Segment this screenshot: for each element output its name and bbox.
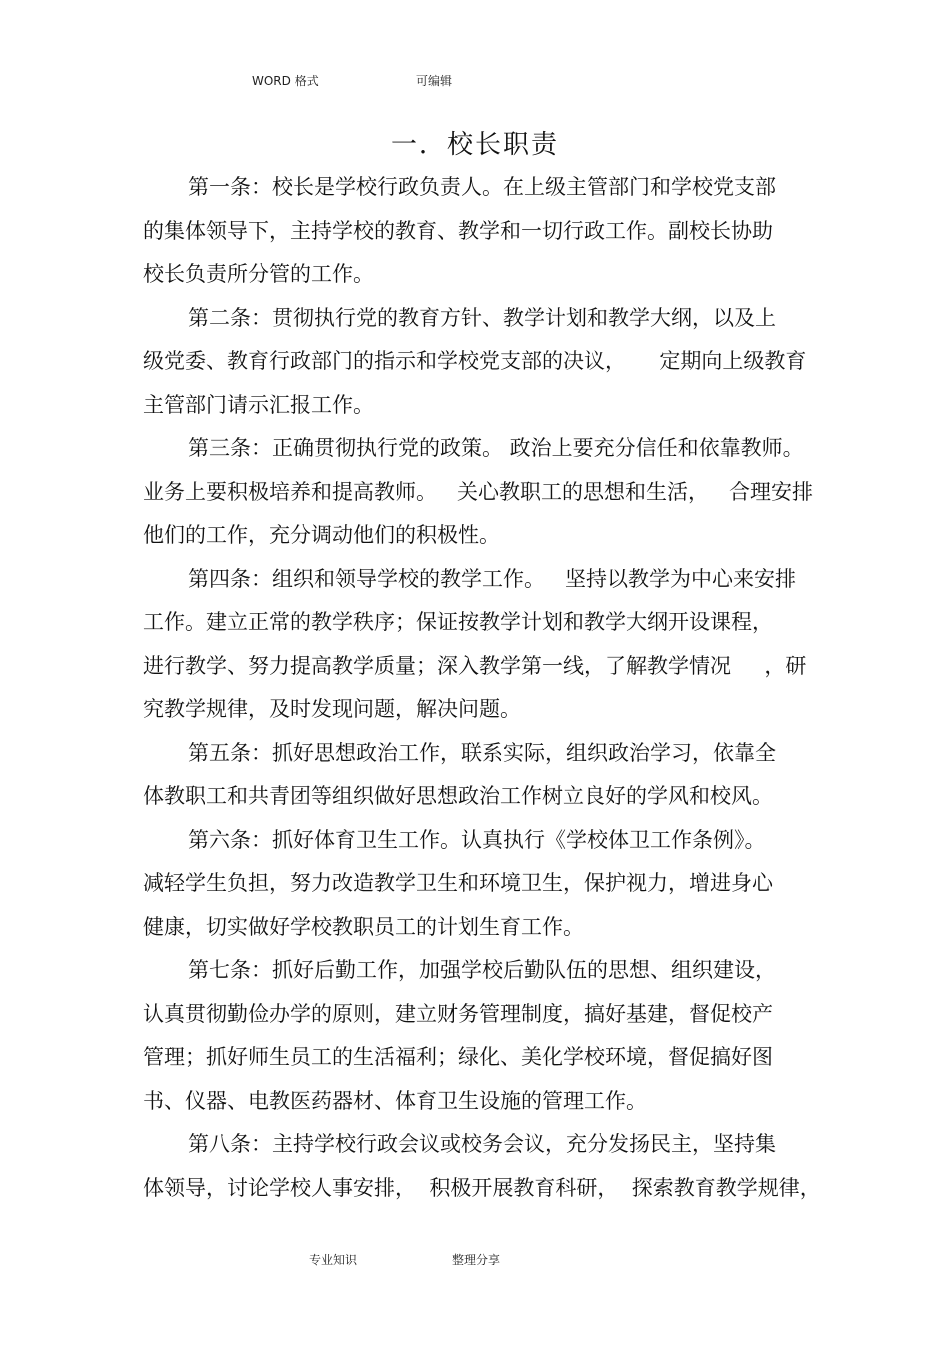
- text-line: 第一条：校长是学校行政负责人。在上级主管部门和学校党支部: [188, 175, 776, 199]
- header-editable-label: 可编辑: [416, 74, 453, 88]
- text-line: 进行教学、努力提高教学质量；深入教学第一线，了解教学情况 ，研: [143, 653, 807, 678]
- text-line: 第六条：抓好体育卫生工作。认真执行《学校体卫工作条例》。: [188, 827, 766, 852]
- body-text: [143, 166, 821, 1210]
- text-line: 第二条：贯彻执行党的教育方针、教学计划和教学大纲，以及上: [188, 305, 776, 330]
- text-line: 第三条：正确贯彻执行党的政策。 政治上要充分信任和依靠教师。: [188, 436, 804, 460]
- page-footer: [0, 1251, 950, 1269]
- text-line: 级党委、教育行政部门的指示和学校党支部的决议， 定期向上级教育: [143, 349, 807, 373]
- footer-right-label: 整理分享: [452, 1253, 501, 1267]
- text-line: 管理；抓好师生员工的生活福利；绿化、美化学校环境，督促搞好图: [143, 1045, 773, 1069]
- text-line: 究教学规律，及时发现问题，解决问题。: [143, 697, 521, 721]
- text-line: 第五条：抓好思想政治工作，联系实际，组织政治学习，依靠全: [188, 740, 776, 765]
- footer-left-label: 专业知识: [309, 1253, 358, 1267]
- text-line: 的集体领导下，主持学校的教育、教学和一切行政工作。副校长协助: [143, 218, 773, 243]
- text-line: 主管部门请示汇报工作。: [143, 392, 374, 417]
- text-line: 体领导，讨论学校人事安排， 积极开展教育科研， 探索教育教学规律，: [143, 1175, 821, 1200]
- header-format-label: WORD 格式: [252, 74, 319, 88]
- text-line: 认真贯彻勤俭办学的原则，建立财务管理制度，搞好基建，督促校产: [143, 1001, 773, 1026]
- text-line: 业务上要积极培养和提高教师。 关心教职工的思想和生活， 合理安排: [143, 479, 814, 504]
- text-line: 健康，切实做好学校教职员工的计划生育工作。: [143, 914, 584, 939]
- page-header: [0, 72, 950, 90]
- text-line: 第八条：主持学校行政会议或校务会议，充分发扬民主，坚持集: [188, 1132, 776, 1156]
- text-line: 第七条：抓好后勤工作，加强学校后勤队伍的思想、组织建设，: [188, 958, 776, 982]
- text-line: 校长负责所分管的工作。: [143, 262, 374, 286]
- text-line: 工作。建立正常的教学秩序；保证按教学计划和教学大纲开设课程，: [143, 610, 773, 634]
- text-line: 体教职工和共青团等组织做好思想政治工作树立良好的学风和校风。: [143, 784, 773, 808]
- text-line: 减轻学生负担，努力改造教学卫生和环境卫生，保护视力，增进身心: [143, 871, 773, 895]
- section-title: 一．校长职责: [390, 130, 559, 160]
- text-line: 他们的工作，充分调动他们的积极性。: [143, 523, 500, 547]
- text-line: 第四条：组织和领导学校的教学工作。 坚持以教学为中心来安排: [188, 566, 797, 591]
- text-line: 书、仪器、电教医药器材、体育卫生设施的管理工作。: [143, 1088, 647, 1113]
